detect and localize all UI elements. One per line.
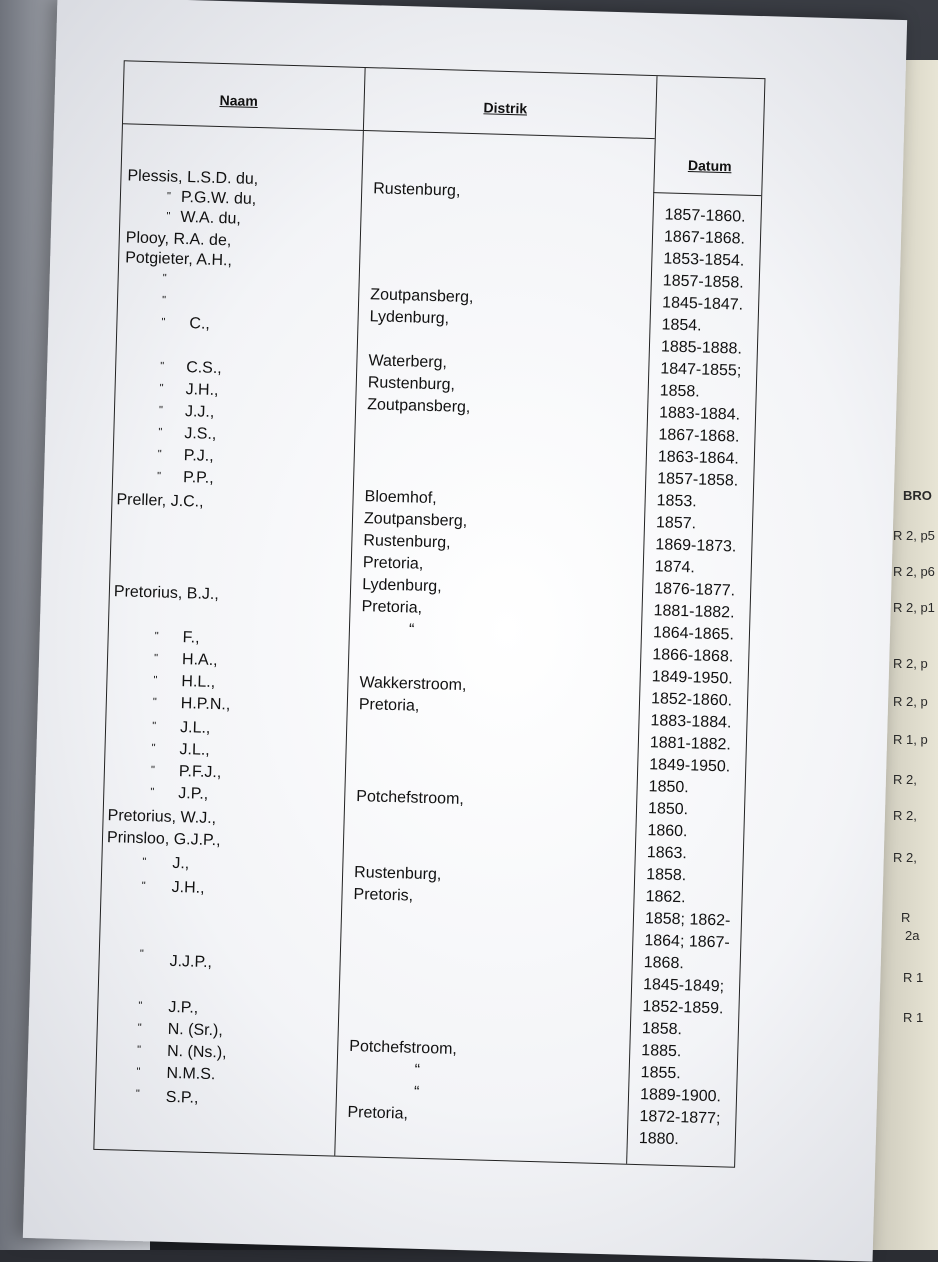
date-entry: 1857.	[655, 514, 697, 533]
name-entry: J.H.,	[171, 878, 205, 897]
name-entry: H.A.,	[181, 651, 218, 670]
ditto-mark: "	[158, 426, 163, 439]
ditto-mark: "	[139, 948, 144, 961]
district-entry: Rustenburg,	[353, 864, 442, 884]
name-entry: N.M.S.	[166, 1064, 216, 1084]
ditto-mark: "	[166, 210, 171, 223]
date-entry: 1869-1873.	[655, 536, 737, 556]
date-entry: 1860.	[647, 822, 688, 841]
name-entry: J.H.,	[185, 381, 219, 400]
date-entry: 1864-1865.	[652, 624, 735, 644]
name-entry: Pretorius, W.J.,	[107, 807, 217, 828]
date-entry: 1858; 1862-	[644, 910, 731, 930]
side-fragment: R 2, p5	[893, 528, 935, 543]
name-entry: N. (Sr.),	[167, 1020, 224, 1040]
date-entry: 1863.	[646, 844, 688, 863]
date-entry: 1858.	[659, 382, 700, 401]
header-datum: Datum	[687, 157, 732, 175]
name-entry: F.,	[182, 629, 200, 647]
name-entry: J.P.,	[168, 998, 199, 1017]
ditto-mark: "	[162, 272, 167, 285]
date-entry: 1845-1849;	[642, 976, 725, 996]
date-entry: 1876-1877.	[653, 580, 736, 600]
date-entry: 1862.	[645, 888, 686, 907]
side-fragment: R 2,	[893, 850, 917, 865]
district-entry: Bloemhof,	[364, 488, 437, 508]
district-entry: Pretoria,	[347, 1103, 409, 1123]
date-entry: 1852-1859.	[642, 998, 724, 1018]
name-entry: H.L.,	[181, 673, 216, 692]
ditto-mark: "	[136, 1066, 141, 1079]
ditto-mark: "	[151, 720, 157, 733]
date-entry: 1881-1882.	[653, 602, 735, 622]
ditto-mark: "	[141, 880, 146, 893]
date-entry: 1857-1858.	[662, 272, 744, 292]
name-entry: S.P.,	[165, 1088, 199, 1107]
name-entry: J.,	[172, 854, 190, 873]
name-entry: J.L.,	[179, 719, 211, 737]
district-entry: Pretoris,	[353, 885, 414, 905]
date-entry: 1881-1882.	[649, 734, 732, 754]
ditto-mark: "	[152, 696, 157, 709]
side-fragment: R 2,	[893, 772, 917, 787]
date-entry: 1885.	[641, 1042, 682, 1061]
ditto-mark: "	[142, 856, 147, 869]
ditto-mark: "	[136, 1044, 142, 1057]
date-entry: 1867-1868.	[663, 228, 746, 248]
district-entry: Lydenburg,	[361, 576, 442, 596]
header-divider	[653, 192, 761, 196]
date-entry: 1857-1860.	[664, 206, 746, 226]
name-entry: J.J.,	[184, 403, 215, 421]
district-entry: “	[408, 621, 415, 639]
district-entry: Pretoria,	[362, 554, 424, 573]
side-fragment: R 2, p6	[893, 564, 935, 579]
name-entry: J.P.,	[178, 785, 209, 803]
date-entry: 1849-1950.	[649, 756, 731, 776]
name-entry: Preller, J.C.,	[116, 491, 204, 511]
date-entry: 1850.	[648, 778, 689, 797]
name-entry: Plooy, R.A. de,	[125, 229, 232, 250]
name-entry: Plessis, L.S.D. du,	[127, 167, 259, 189]
date-entry: 1889-1900.	[639, 1086, 722, 1106]
date-entry: 1885-1888.	[660, 338, 743, 358]
name-entry: W.A. du,	[180, 208, 242, 228]
date-entry: 1874.	[654, 558, 696, 577]
date-entry: 1872-1877;	[639, 1108, 721, 1128]
name-entry: P.P.,	[182, 469, 214, 487]
date-entry: 1883-1884.	[650, 712, 732, 732]
district-entry: Zoutpansberg,	[370, 286, 474, 307]
date-entry: 1883-1884.	[658, 404, 741, 424]
ditto-mark: "	[153, 652, 159, 665]
side-fragment: R 2, p1	[893, 600, 935, 615]
name-entry: N. (Ns.),	[166, 1042, 227, 1062]
header-naam: Naam	[219, 91, 259, 110]
ditto-mark: "	[161, 316, 166, 329]
ditto-mark: "	[159, 382, 164, 395]
ditto-mark: "	[158, 404, 164, 417]
district-entry: Lydenburg,	[369, 308, 450, 328]
side-fragment: R	[901, 910, 911, 925]
side-fragment: R 1, p	[893, 732, 928, 747]
ditto-mark: "	[160, 360, 165, 373]
name-entry: P.G.W. du,	[180, 188, 257, 208]
ditto-mark: "	[157, 448, 162, 461]
side-fragment: BRO	[903, 488, 932, 503]
date-entry: 1847-1855;	[660, 360, 742, 380]
ditto-mark: "	[156, 470, 162, 483]
date-entry: 1857-1858.	[657, 470, 739, 490]
name-entry: H.P.N.,	[180, 695, 231, 714]
ditto-mark: "	[150, 764, 156, 777]
date-entry: 1854.	[661, 316, 702, 335]
district-entry: “	[414, 1061, 421, 1079]
district-entry: Zoutpansberg,	[363, 510, 468, 531]
district-entry: Zoutpansberg,	[366, 396, 471, 417]
date-entry: 1864; 1867-	[644, 932, 730, 952]
register-table	[93, 60, 765, 1168]
ditto-mark: "	[137, 1022, 142, 1035]
header-divider	[123, 123, 655, 139]
name-entry: P.J.,	[183, 447, 214, 465]
ditto-mark: "	[150, 786, 155, 799]
date-entry: 1845-1847.	[661, 294, 744, 314]
name-entry: C.,	[189, 315, 211, 333]
header-distrik: Distrik	[483, 99, 528, 117]
side-fragment: R 1	[903, 1010, 924, 1025]
district-entry: Pretoria,	[361, 598, 423, 617]
district-entry: Wakkerstroom,	[359, 674, 467, 695]
district-entry: “	[413, 1083, 420, 1101]
book-page	[23, 0, 907, 1262]
date-entry: 1853.	[656, 492, 697, 511]
side-fragment: R 1	[903, 970, 924, 985]
district-entry: Pretoria,	[358, 696, 420, 715]
date-entry: 1880.	[638, 1130, 680, 1149]
name-entry: J.J.P.,	[169, 952, 213, 972]
date-entry: 1863-1864.	[657, 448, 740, 468]
date-entry: 1858.	[645, 866, 687, 885]
name-entry: C.S.,	[185, 359, 222, 378]
ditto-mark: "	[161, 294, 167, 307]
date-entry: 1867-1868.	[658, 426, 740, 446]
district-entry: Rustenburg,	[373, 180, 461, 200]
ditto-mark: "	[135, 1087, 140, 1101]
date-entry: 1853-1854.	[663, 250, 745, 270]
name-entry: P.F.J.,	[178, 763, 222, 782]
side-fragment: R 2,	[893, 808, 917, 823]
date-entry: 1849-1950.	[651, 668, 733, 688]
side-fragment: R 2, p	[893, 656, 928, 671]
ditto-mark: "	[138, 1000, 143, 1013]
date-entry: 1855.	[640, 1064, 681, 1083]
name-entry: Potgieter, A.H.,	[124, 249, 233, 270]
name-entry: Pretorius, B.J.,	[113, 583, 220, 604]
ditto-mark: "	[151, 742, 156, 755]
side-fragment: 2a	[905, 928, 920, 943]
district-entry: Rustenburg,	[367, 374, 456, 394]
district-entry: Potchefstroom,	[356, 788, 465, 809]
date-entry: 1868.	[643, 954, 685, 973]
date-entry: 1852-1860.	[650, 690, 733, 710]
district-entry: Potchefstroom,	[349, 1037, 458, 1058]
date-entry: 1858.	[641, 1020, 683, 1039]
side-fragment: R 2, p	[893, 694, 928, 709]
date-entry: 1850.	[647, 800, 689, 819]
date-entry: 1866-1868.	[652, 646, 734, 666]
district-entry: Waterberg,	[368, 352, 448, 372]
name-entry: J.L.,	[179, 741, 210, 759]
district-entry: Rustenburg,	[363, 532, 451, 552]
name-entry: J.S.,	[184, 425, 217, 443]
ditto-mark: "	[154, 630, 159, 643]
name-entry: Prinsloo, G.J.P.,	[106, 829, 221, 850]
ditto-mark: "	[166, 190, 172, 203]
ditto-mark: "	[153, 674, 158, 687]
